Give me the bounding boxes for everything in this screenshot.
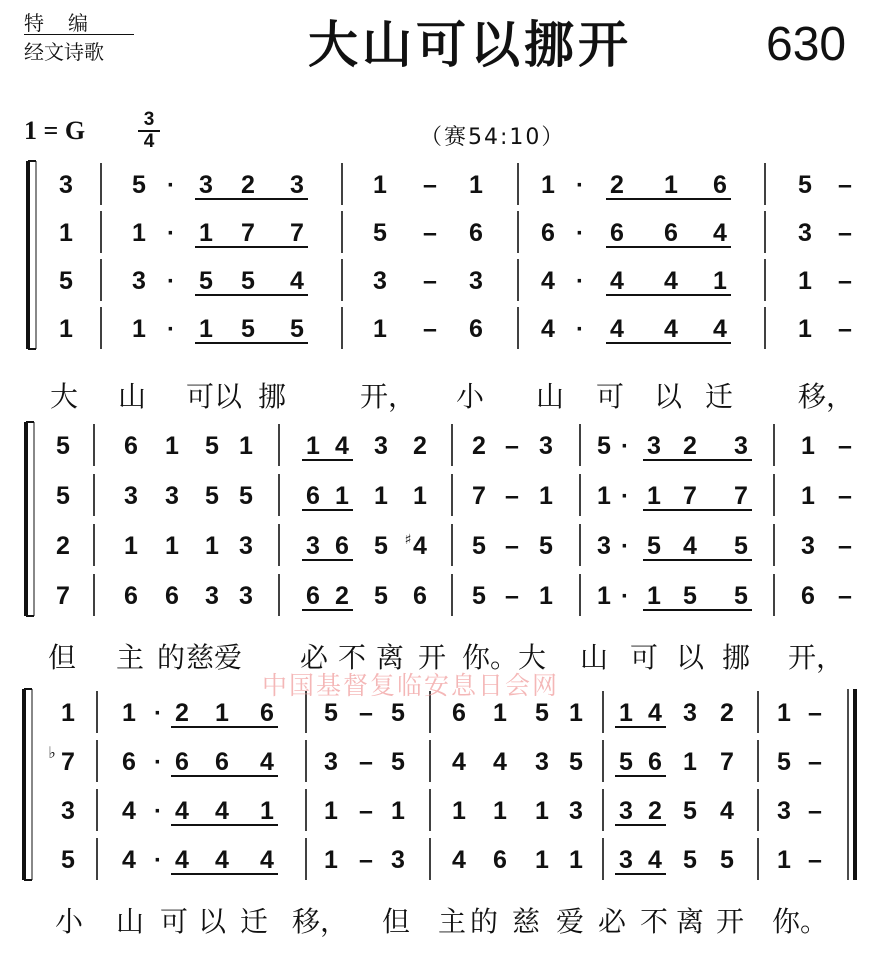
note: 1 xyxy=(539,482,553,510)
note: 1 xyxy=(493,797,507,825)
dash-sustain: – xyxy=(359,797,373,825)
dot-augment: · xyxy=(154,798,162,825)
note: 1 xyxy=(306,432,320,460)
note: 4 xyxy=(215,797,229,825)
note: 5 xyxy=(683,582,697,610)
note: 6 xyxy=(493,846,507,874)
note: 1 xyxy=(132,315,146,343)
note: 6 xyxy=(452,699,466,727)
time-signature-bottom: 4 xyxy=(138,130,160,152)
note: 5 xyxy=(798,171,812,199)
lyric-syllable: 可 xyxy=(160,905,189,938)
note: 3 xyxy=(569,797,583,825)
note: 6 xyxy=(165,582,179,610)
note: 3 xyxy=(306,532,320,560)
note: 4 xyxy=(290,267,304,295)
note: 4 xyxy=(610,315,624,343)
note: 5 xyxy=(132,171,146,199)
note: 5 xyxy=(59,267,73,295)
note: 4 xyxy=(541,315,555,343)
flat-accidental: ♭ xyxy=(48,743,56,762)
note: 1 xyxy=(569,699,583,727)
note: 1 xyxy=(413,482,427,510)
note: 1 xyxy=(664,171,678,199)
note: 5 xyxy=(199,267,213,295)
lyric-syllable: 开 xyxy=(418,641,447,674)
dash-sustain: – xyxy=(838,315,852,343)
note: 1 xyxy=(569,846,583,874)
note: 5 xyxy=(539,532,553,560)
dash-sustain: – xyxy=(838,267,852,295)
note: 6 xyxy=(124,582,138,610)
dash-sustain: – xyxy=(838,219,852,247)
dash-sustain: – xyxy=(505,582,519,610)
lyric-syllable: 离 xyxy=(676,905,705,938)
watermark: 中国基督复临安息日会网 xyxy=(262,671,560,700)
lyric-syllable: 迁 xyxy=(705,380,734,413)
note: 7 xyxy=(56,582,70,610)
note: 1 xyxy=(798,315,812,343)
lyric-syllable: 以 xyxy=(198,905,227,938)
note: 3 xyxy=(683,699,697,727)
note: 4 xyxy=(493,748,507,776)
note: 5 xyxy=(324,699,338,727)
dot-augment: · xyxy=(576,172,584,199)
hymn-number: 630 xyxy=(766,18,847,71)
note: 3 xyxy=(619,797,633,825)
dash-sustain: – xyxy=(808,797,822,825)
note: 1 xyxy=(391,797,405,825)
note: 5 xyxy=(205,482,219,510)
note: 1 xyxy=(647,482,661,510)
note: 5 xyxy=(61,846,75,874)
note: 5 xyxy=(391,748,405,776)
note: 4 xyxy=(610,267,624,295)
note: 4 xyxy=(122,797,136,825)
note: 3 xyxy=(132,267,146,295)
note: 1 xyxy=(493,699,507,727)
note: 3 xyxy=(798,219,812,247)
note: 5 xyxy=(56,482,70,510)
note: 3 xyxy=(59,171,73,199)
note: 1 xyxy=(59,219,73,247)
time-signature-top: 3 xyxy=(143,109,155,130)
note: 1 xyxy=(199,315,213,343)
dot-augment: · xyxy=(167,220,175,247)
note: 1 xyxy=(452,797,466,825)
note: 3 xyxy=(165,482,179,510)
note: 5 xyxy=(647,532,661,560)
note: 5 xyxy=(720,846,734,874)
dash-sustain: – xyxy=(505,432,519,460)
note: 3 xyxy=(239,532,253,560)
note: 1 xyxy=(59,315,73,343)
note: 1 xyxy=(374,482,388,510)
note: 4 xyxy=(175,797,189,825)
note: 3 xyxy=(61,797,75,825)
dash-sustain: – xyxy=(505,482,519,510)
dot-augment: · xyxy=(621,583,629,610)
dash-sustain: – xyxy=(423,219,437,247)
note: 5 xyxy=(373,219,387,247)
note: 1 xyxy=(801,432,815,460)
note: 3 xyxy=(539,432,553,460)
note: 6 xyxy=(469,219,483,247)
lyric-syllable: 开， xyxy=(788,641,845,674)
lyric-syllable: 开， xyxy=(360,380,417,413)
note: 5 xyxy=(241,315,255,343)
note: 1 xyxy=(619,699,633,727)
note: 1 xyxy=(239,432,253,460)
lyric-syllable: 必 xyxy=(598,905,627,938)
note: 2 xyxy=(610,171,624,199)
note: 5 xyxy=(777,748,791,776)
note: 6 xyxy=(260,699,274,727)
note: 5 xyxy=(683,797,697,825)
dot-augment: · xyxy=(154,847,162,874)
collection-name: 经文诗歌 xyxy=(24,40,104,64)
note: 1 xyxy=(324,797,338,825)
note: 7 xyxy=(472,482,486,510)
note: 1 xyxy=(335,482,349,510)
lyric-syllable: 不 xyxy=(640,905,669,938)
note: 1 xyxy=(535,797,549,825)
note: 3 xyxy=(373,267,387,295)
note: 1 xyxy=(647,582,661,610)
dot-augment: · xyxy=(576,268,584,295)
note: 1 xyxy=(373,315,387,343)
note: 1 xyxy=(713,267,727,295)
dash-sustain: – xyxy=(423,315,437,343)
lyric-syllable: 可以 xyxy=(186,380,243,413)
dash-sustain: – xyxy=(505,532,519,560)
note: 1 xyxy=(597,582,611,610)
dash-sustain: – xyxy=(808,846,822,874)
lyric-syllable: 主 xyxy=(438,905,467,938)
note: 1 xyxy=(215,699,229,727)
note: 5 xyxy=(734,582,748,610)
dash-sustain: – xyxy=(359,846,373,874)
note: 6 xyxy=(335,532,349,560)
note: 4 xyxy=(713,315,727,343)
note: 6 xyxy=(801,582,815,610)
dash-sustain: – xyxy=(838,532,852,560)
lyric-syllable: 以 xyxy=(654,380,683,413)
note: 2 xyxy=(241,171,255,199)
page-title: 大山可以挪开 xyxy=(308,16,632,74)
note: 6 xyxy=(713,171,727,199)
note: 4 xyxy=(452,846,466,874)
note: 5 xyxy=(683,846,697,874)
note: 6 xyxy=(610,219,624,247)
lyric-syllable: 移， xyxy=(798,380,855,413)
dash-sustain: – xyxy=(359,699,373,727)
note: 4 xyxy=(713,219,727,247)
note: 4 xyxy=(683,532,697,560)
lyric-syllable: 的 xyxy=(157,641,186,674)
lyric-syllable: 你。 xyxy=(772,905,829,938)
dash-sustain: – xyxy=(423,267,437,295)
note: 5 xyxy=(56,432,70,460)
dot-augment: · xyxy=(576,220,584,247)
note: 1 xyxy=(541,171,555,199)
key-signature: 1 = G xyxy=(24,116,86,145)
note: 6 xyxy=(306,482,320,510)
note: 5 xyxy=(241,267,255,295)
note: 3 xyxy=(597,532,611,560)
lyric-syllable: 山 xyxy=(536,380,565,413)
note: 5 xyxy=(290,315,304,343)
note: 5 xyxy=(374,532,388,560)
note: 5 xyxy=(597,432,611,460)
lyric-syllable: 离 xyxy=(376,641,405,674)
note: 5 xyxy=(734,532,748,560)
lyric-syllable: 以 xyxy=(676,641,705,674)
lyric-syllable: 的 xyxy=(470,905,499,938)
section-tag: 特 编 xyxy=(24,12,134,35)
note: 4 xyxy=(260,846,274,874)
note: 1 xyxy=(801,482,815,510)
note: 6 xyxy=(469,315,483,343)
note: 1 xyxy=(373,171,387,199)
note: 1 xyxy=(122,699,136,727)
note: 3 xyxy=(239,582,253,610)
dash-sustain: – xyxy=(423,171,437,199)
dot-augment: · xyxy=(167,316,175,343)
note: 6 xyxy=(664,219,678,247)
note: 5 xyxy=(472,582,486,610)
note: 1 xyxy=(798,267,812,295)
note: 4 xyxy=(413,532,427,560)
note: 3 xyxy=(324,748,338,776)
note: 2 xyxy=(472,432,486,460)
note: 4 xyxy=(215,846,229,874)
note: 6 xyxy=(215,748,229,776)
note: 1 xyxy=(61,699,75,727)
note: 3 xyxy=(391,846,405,874)
lyric-syllable: 大 xyxy=(50,380,79,413)
note: 4 xyxy=(648,699,662,727)
note: 6 xyxy=(175,748,189,776)
note: 1 xyxy=(260,797,274,825)
note: 7 xyxy=(720,748,734,776)
lyric-syllable: 山 xyxy=(118,380,147,413)
note: 3 xyxy=(199,171,213,199)
dash-sustain: – xyxy=(808,699,822,727)
note: 4 xyxy=(260,748,274,776)
lyric-syllable: 爱 xyxy=(214,641,243,674)
note: 3 xyxy=(205,582,219,610)
note: 3 xyxy=(124,482,138,510)
note: 3 xyxy=(290,171,304,199)
note: 2 xyxy=(648,797,662,825)
note: 4 xyxy=(664,315,678,343)
note: 2 xyxy=(335,582,349,610)
note: 1 xyxy=(205,532,219,560)
lyric-syllable: 挪 xyxy=(258,380,287,413)
lyric-syllable: 山 xyxy=(116,905,145,938)
note: 7 xyxy=(241,219,255,247)
note: 5 xyxy=(205,432,219,460)
note: 1 xyxy=(777,846,791,874)
note: 1 xyxy=(165,432,179,460)
note: 7 xyxy=(683,482,697,510)
dot-augment: · xyxy=(621,533,629,560)
note: 5 xyxy=(472,532,486,560)
note: 6 xyxy=(541,219,555,247)
lyric-syllable: 大 xyxy=(518,641,547,674)
note: 3 xyxy=(619,846,633,874)
dash-sustain: – xyxy=(838,171,852,199)
note: 7 xyxy=(61,748,75,776)
note: 5 xyxy=(239,482,253,510)
lyric-syllable: 但 xyxy=(48,641,77,674)
note: 4 xyxy=(648,846,662,874)
note: 5 xyxy=(391,699,405,727)
dot-augment: · xyxy=(621,483,629,510)
note: 3 xyxy=(374,432,388,460)
dot-augment: · xyxy=(167,268,175,295)
note: 1 xyxy=(469,171,483,199)
note: 6 xyxy=(122,748,136,776)
note: 2 xyxy=(720,699,734,727)
lyric-syllable: 慈 xyxy=(512,905,541,938)
note: 1 xyxy=(199,219,213,247)
note: 1 xyxy=(777,699,791,727)
dash-sustain: – xyxy=(838,432,852,460)
note: 3 xyxy=(647,432,661,460)
lyric-syllable: 小 xyxy=(456,380,485,413)
note: 2 xyxy=(683,432,697,460)
lyric-syllable: 迁 xyxy=(240,905,269,938)
lyric-syllable: 挪 xyxy=(722,641,751,674)
lyric-syllable: 慈 xyxy=(186,641,215,674)
note: 4 xyxy=(720,797,734,825)
note: 1 xyxy=(683,748,697,776)
note: 6 xyxy=(413,582,427,610)
note: 4 xyxy=(335,432,349,460)
lyric-syllable: 你。 xyxy=(462,641,519,674)
lyric-syllable: 可 xyxy=(630,641,659,674)
note: 5 xyxy=(535,699,549,727)
note: 1 xyxy=(597,482,611,510)
note: 1 xyxy=(324,846,338,874)
dot-augment: · xyxy=(154,749,162,776)
note: 5 xyxy=(619,748,633,776)
note: 7 xyxy=(290,219,304,247)
dash-sustain: – xyxy=(808,748,822,776)
sharp-accidental: ♯ xyxy=(404,532,412,548)
lyric-syllable: 可 xyxy=(596,380,625,413)
note: 3 xyxy=(801,532,815,560)
lyric-syllable: 不 xyxy=(338,641,367,674)
note: 3 xyxy=(734,432,748,460)
note: 4 xyxy=(452,748,466,776)
note: 6 xyxy=(648,748,662,776)
note: 2 xyxy=(56,532,70,560)
lyric-syllable: 移， xyxy=(292,905,349,938)
lyric-syllable: 爱 xyxy=(556,905,585,938)
lyric-syllable: 开 xyxy=(716,905,745,938)
note: 7 xyxy=(734,482,748,510)
note: 4 xyxy=(122,846,136,874)
note: 4 xyxy=(541,267,555,295)
note: 1 xyxy=(539,582,553,610)
note: 3 xyxy=(777,797,791,825)
note: 4 xyxy=(175,846,189,874)
note: 2 xyxy=(413,432,427,460)
dash-sustain: – xyxy=(359,748,373,776)
note: 5 xyxy=(569,748,583,776)
note: 6 xyxy=(124,432,138,460)
note: 1 xyxy=(165,532,179,560)
lyric-syllable: 但 xyxy=(382,905,411,938)
note: 1 xyxy=(132,219,146,247)
note: 3 xyxy=(535,748,549,776)
note: 3 xyxy=(469,267,483,295)
dot-augment: · xyxy=(576,316,584,343)
dot-augment: · xyxy=(154,700,162,727)
lyric-syllable: 小 xyxy=(55,905,84,938)
note: 4 xyxy=(664,267,678,295)
note: 2 xyxy=(175,699,189,727)
dot-augment: · xyxy=(167,172,175,199)
note: 1 xyxy=(124,532,138,560)
note: 5 xyxy=(374,582,388,610)
scripture-reference: （赛54:10） xyxy=(420,125,566,150)
dash-sustain: – xyxy=(838,582,852,610)
lyric-syllable: 山 xyxy=(580,641,609,674)
note: 1 xyxy=(535,846,549,874)
lyric-syllable: 主 xyxy=(116,641,145,674)
lyric-syllable: 必 xyxy=(300,641,329,674)
dot-augment: · xyxy=(621,433,629,460)
dash-sustain: – xyxy=(838,482,852,510)
note: 6 xyxy=(306,582,320,610)
